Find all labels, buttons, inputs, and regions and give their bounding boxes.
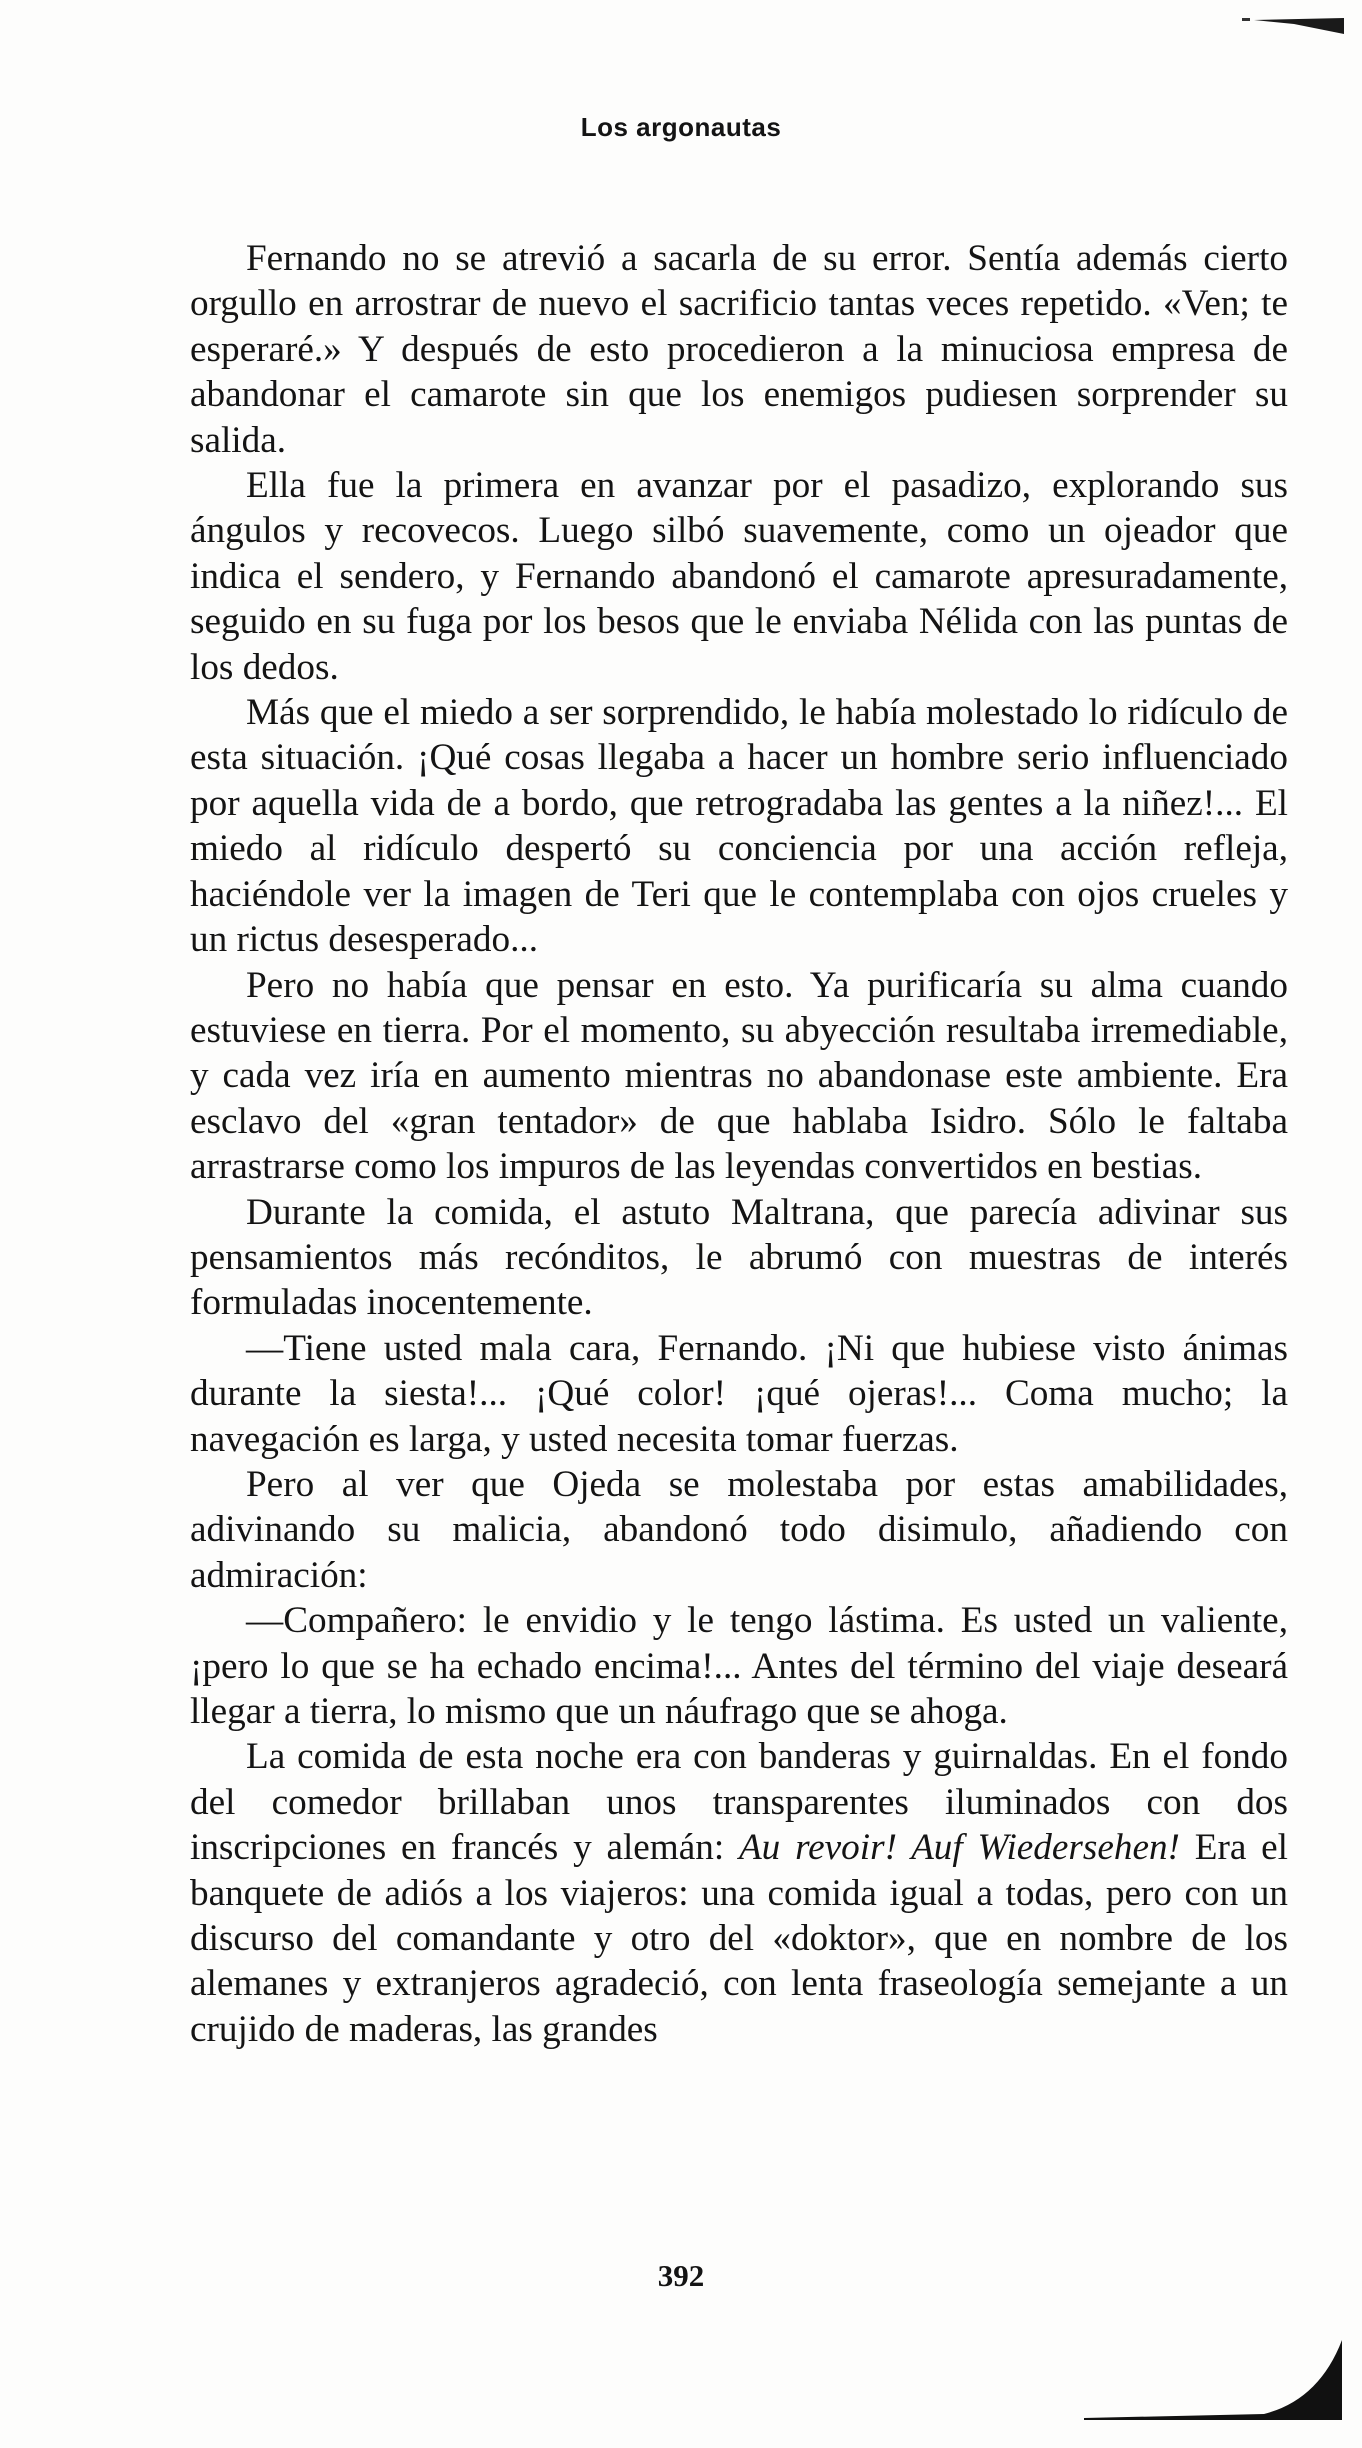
- paragraph: Durante la comida, el astuto Maltrana, que parecía adivinar sus pensamientos más recónditos, le abrumó con muestras de interés formuladas inocentemente.: [190, 1191, 1288, 1324]
- paragraph-text: Era el banquete de adiós a los viajeros: una comida igual a todas, pero con un discurso del comandante y otro del «doktor», que en nombre de los alemanes y extranjeros agradeció, con lenta fraseología semejante a un crujido de maderas, las grandes: [190, 1827, 1288, 2050]
- paragraph: Pero al ver que Ojeda se molestaba por estas amabilidades, adivinando su malicia, abandonó todo disimulo, añadiendo con admiración:: [190, 1463, 1288, 1596]
- scan-edge-mark-top: [1234, 14, 1344, 36]
- running-title: Los argonautas: [580, 112, 782, 142]
- paragraph-last: [190, 1734, 1288, 2052]
- page-number: 392: [657, 2258, 705, 2293]
- paragraph: Más que el miedo a ser sorprendido, le había molestado lo ridículo de esta situación. ¡Qué cosas llegaba a hacer un hombre serio influenciado por aquella vida de a bordo, que retrogradaba las gentes a la niñez!... El miedo al ridículo despertó su conciencia por una acción refleja, haciéndole ver la imagen de Teri que le contemplaba con ojos crueles y un rictus desesperado...: [190, 692, 1288, 961]
- paragraph: Ella fue la primera en avanzar por el pasadizo, explorando sus ángulos y recovecos. Luego silbó suavemente, como un ojeador que indica el sendero, y Fernando abandonó el camarote apresuradamente, seguido en su fuga por los besos que le enviaba Nélida con las puntas de los dedos.: [190, 465, 1288, 688]
- italic-inscription: Au revoir! Auf Wiedersehen!: [738, 1827, 1180, 1869]
- body-text: [190, 236, 1288, 2052]
- paragraph: —Compañero: le envidio y le tengo lástima. Es usted un valiente, ¡pero lo que se ha echado encima!... Antes del término del viaje deseará llegar a tierra, lo mismo que un náufrago que se ahoga.: [190, 1600, 1288, 1732]
- paragraph: Fernando no se atrevió a sacarla de su error. Sentía además cierto orgullo en arrostrar de nuevo el sacrificio tantas veces repetido. «Ven; te esperaré.» Y después de esto procedieron a la minuciosa empresa de abandonar el camarote sin que los enemigos pudiesen sorprender su salida.: [190, 238, 1288, 461]
- scan-edge-mark-bottom: [1084, 2330, 1344, 2420]
- paragraph: —Tiene usted mala cara, Fernando. ¡Ni que hubiese visto ánimas durante la siesta!... ¡Qué color! ¡qué ojeras!... Coma mucho; la navegación es larga, y usted necesita tomar fuerzas.: [190, 1327, 1288, 1460]
- paragraph: Pero no había que pensar en esto. Ya purificaría su alma cuando estuviese en tierra. Por el momento, su abyección resultaba irremediable, y cada vez iría en aumento mientras no abandonase este ambiente. Era esclavo del «gran tentador» de que hablaba Isidro. Sólo le faltaba arrastrarse como los impuros de las leyendas convertidos en bestias.: [190, 964, 1288, 1188]
- paragraph-text: La comida de esta noche era con banderas y guirnaldas. En el fondo del comedor brillaban unos transparentes iluminados con dos inscripciones en francés y alemán:: [190, 1736, 1288, 1869]
